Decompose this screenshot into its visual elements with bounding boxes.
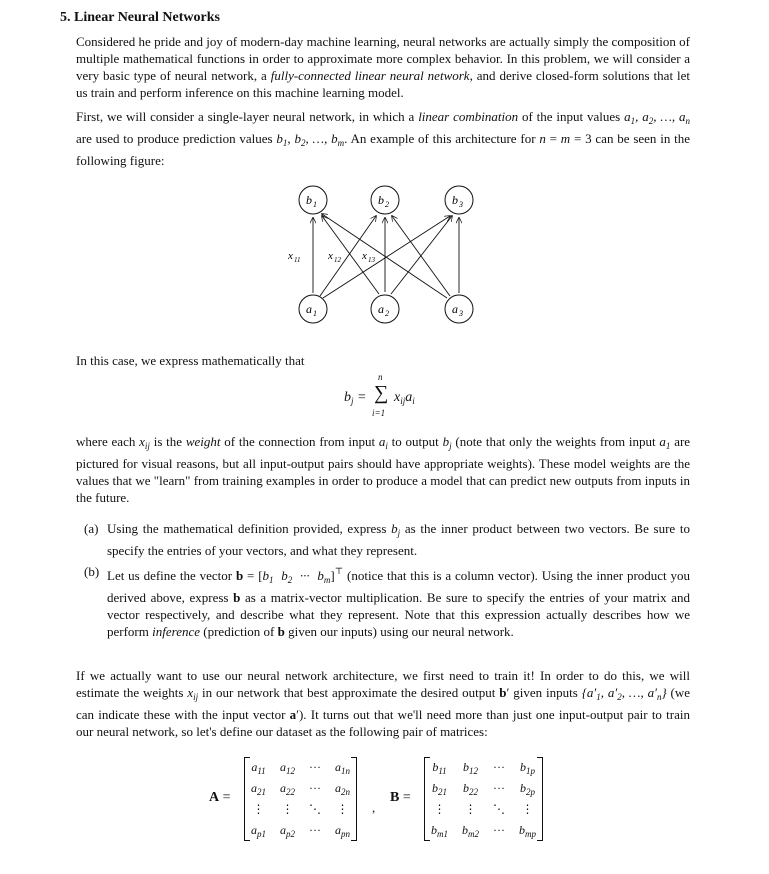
matrix-B-cell: $b_{m1}$ xyxy=(431,822,448,839)
matrix-A-row xyxy=(244,799,357,820)
matrix-B-cell: $b_{12}$ xyxy=(463,759,478,776)
question-a: (a) Using the mathematical definition provided, express $b_j$ as the inner product between two vectors. Be sure to specify the entries of your vectors, and what they represent. xyxy=(84,521,691,558)
matrix-A-cell: $a_{21}$ xyxy=(251,780,266,797)
matrix-A-cell: $a_{1n}$ xyxy=(335,759,350,776)
output-nodes xyxy=(299,186,473,214)
matrix-B-cell: ⋮ xyxy=(464,802,477,816)
matrix-A-cell: ⋮ xyxy=(336,802,349,816)
matrix-A-cell: ⋮ xyxy=(252,802,265,816)
matrix-A-cell: $a_{22}$ xyxy=(280,780,295,797)
matrix-A-cell: ⋱ xyxy=(309,802,321,816)
matrix-A-label: A = xyxy=(209,790,231,805)
section-heading xyxy=(60,10,220,26)
input-nodes xyxy=(299,295,473,323)
node-b2: b xyxy=(378,193,384,207)
page: 5. Linear Neural Networks Considered he pride and joy of modern-day machine learning, neural networks are actually simply the composition of multiple mathematical functions in order to approximate more complex behavior. In this problem, we will consider a very basic type of neural network, a fully-connected linear neural network, and derive closed-form solutions that let us train and perform inference on this machine learning model. First, we will consider a single-layer neural network, in which a linear combination of the input values $a_1$, $a_2$, …, $a_n$ are used to produce prediction values $b_1$, $b_2$, …, $b_m$. An example of this architecture for n = m = 3 can be seen in the following figure: b 1 b 2 b 3 a 1 a 2 a 3 x 11 x 12 x 13 In this case, we express mathematically that $b_j$ = n ∑ i=1 $x_{ij}a_i$ where each $x_{ij}$ is the weight of the connection from input $a_i$ to output $b_j$ (note that only the weights from input $a_1$ are pictured for visual reasons, but all input-output pairs should have appropriate weights). These model weights are the values that we "learn" from training examples in order to produce a model that can predict new outputs from inputs in the future. (a) Using the mathematical definition provided, express $b_j$ as the inner product between two vectors. Be sure to specify the entries of your vectors, and what they represent. (b) Let us define the vector $b = [b_1$ $b_2$ ··· $b_m]^⊤$ (notice that this is a column vector). Using the inner product you derived above, express b as a matrix-vector multiplication. Be sure to specify the entries of your matrix and vector respectively, and describe what they represent. Note that this expression actually describes how we perform inference (prediction of b given our inputs) using our neural network. If we actually want to use our neural network architecture, we first need to train it! In order to do this, we will estimate the weights $x_{ij}$ in our network that best approximate the desired output b′ given inputs {$a'_1$, $a'_2$, …, $a'_n$} (we can indicate these with the input vector a′). It turns out that we'll need more than just one input-output pair to train our neural network, so let's define our dataset as the following pair of matrices: A = $a_{11}$ $a_{12}$ ··· $a_{1n}$ $a_{21}$ $a_{22}$ ··· $a_{2n}$ ⋮ ⋮ ⋱ ⋮ $a_{p1}$ $a_{p2}$ ··· $a_{pn}$ , B = $b_{11}$ $b_{12}$ ··· $b_{1p}$ $b_{21}$ $b_{22}$ ··· $b_{2p}$ ⋮ ⋮ ⋱ ⋮ $b_{m1}$ $b_{m2}$ ··· $b_{mp}$ xyxy=(0,0,769,874)
svg-text:x: x xyxy=(362,250,367,262)
node-b1: b xyxy=(306,193,312,207)
matrix-B-cell: $b_{1p}$ xyxy=(520,759,535,776)
matrix-B xyxy=(424,757,543,841)
training-paragraph: If we actually want to use our neural network architecture, we first need to train it! In order to do this, we will estimate the weights $x_{ij}$ in our network that best approximate the desired output b′ given inputs {$a'_1$, $a'_2$, …, $a'_n$} (we can indicate these with the input vector a′). It turns out that we'll need more than just one input-output pair to train our neural network, so let's define our dataset as the following pair of matrices: xyxy=(76,668,691,739)
svg-text:3: 3 xyxy=(459,200,463,209)
node-a1: a xyxy=(306,302,312,316)
svg-text:x: x xyxy=(288,250,293,262)
matrix-A xyxy=(244,757,357,841)
matrix-B-cell: ⋮ xyxy=(433,802,446,816)
matrix-B-row xyxy=(424,820,543,841)
svg-text:2: 2 xyxy=(385,309,389,318)
matrix-A-cell: $a_{11}$ xyxy=(251,759,266,776)
matrix-A-cell: ⋮ xyxy=(281,802,294,816)
matrix-A-row xyxy=(244,820,357,841)
svg-text:x: x xyxy=(328,250,333,262)
weights-paragraph: where each $x_{ij}$ is the weight of the connection from input $a_i$ to output $b_j$ (note that only the weights from input $a_1$ are pictured for visual reasons, but all input-output pairs should have appropriate weights). These model weights are the values that we "learn" from training examples in order to produce a model that can predict new outputs from inputs in the future. xyxy=(76,434,691,505)
matrix-B-cell: ··· xyxy=(493,823,505,837)
section-title: Linear Neural Networks xyxy=(74,10,220,25)
matrix-B-row xyxy=(424,778,543,799)
matrix-A-cell: $a_{p2}$ xyxy=(280,822,295,839)
matrix-B-cell: $b_{22}$ xyxy=(463,780,478,797)
svg-text:11: 11 xyxy=(294,256,301,264)
matrix-A-cell: ··· xyxy=(309,781,321,795)
matrix-A-cell: ··· xyxy=(309,760,321,774)
section-number: 5. xyxy=(60,10,71,25)
svg-text:1: 1 xyxy=(313,200,317,209)
architecture-paragraph: First, we will consider a single-layer neural network, in which a linear combination of the input values $a_1$, $a_2$, …, $a_n$ are used to produce prediction values $b_1$, $b_2$, …, $b_m$. An example of this architecture for n = m = 3 can be seen in the following figure: xyxy=(76,109,691,168)
svg-text:12: 12 xyxy=(334,256,341,264)
matrix-B-cell: ⋮ xyxy=(521,802,534,816)
matrix-B-row xyxy=(424,799,543,820)
matrix-A-cell: $a_{2n}$ xyxy=(335,780,350,797)
matrix-B-cell: ··· xyxy=(493,781,505,795)
network-figure xyxy=(270,180,500,330)
matrix-B-cell: $b_{m2}$ xyxy=(462,822,479,839)
matrix-A-row xyxy=(244,757,357,778)
matrix-B-cell: $b_{2p}$ xyxy=(520,780,535,797)
weight-labels xyxy=(287,250,376,264)
express-paragraph: In this case, we express mathematically that xyxy=(76,353,305,368)
matrix-A-cell: ··· xyxy=(309,823,321,837)
question-b: (b) Let us define the vector $b = [b_1$ $b_2$ ··· $b_m]^⊤$ (notice that this is a column vector). Using the inner product you derived above, express b as a matrix-vector multiplication. Be sure to specify the entries of your matrix and vector respectively, and describe what they represent. Note that this expression actually describes how we perform inference (prediction of b given our inputs) using our neural network. xyxy=(84,564,691,639)
matrix-A-cell: $a_{pn}$ xyxy=(335,822,350,839)
svg-text:2: 2 xyxy=(385,200,389,209)
node-a3: a xyxy=(452,302,458,316)
matrix-B-cell: $b_{11}$ xyxy=(432,759,447,776)
matrix-A-cell: $a_{p1}$ xyxy=(251,822,266,839)
matrix-B-label: B = xyxy=(390,790,411,805)
matrix-B-cell: ⋱ xyxy=(493,802,505,816)
intro-paragraph: Considered he pride and joy of modern-day machine learning, neural networks are actually simply the composition of multiple mathematical functions in order to approximate more complex behavior. In this problem, we will consider a very basic type of neural network, a fully-connected linear neural network, and derive closed-form solutions that let us train and perform inference on this machine learning model. xyxy=(76,34,690,100)
node-b3: b xyxy=(452,193,458,207)
matrix-B-cell: $b_{mp}$ xyxy=(519,822,536,839)
svg-text:3: 3 xyxy=(459,309,463,318)
matrix-A-cell: $a_{12}$ xyxy=(280,759,295,776)
svg-text:1: 1 xyxy=(313,309,317,318)
matrix-B-cell: ··· xyxy=(493,760,505,774)
sum-equation: $b_j$ = n ∑ i=1 $x_{ij}a_i$ xyxy=(344,372,415,418)
node-a2: a xyxy=(378,302,384,316)
matrix-A-row xyxy=(244,778,357,799)
matrix-B-row xyxy=(424,757,543,778)
intro-emphasis: fully-connected linear neural network xyxy=(270,68,470,83)
matrix-B-cell: $b_{21}$ xyxy=(432,780,447,797)
svg-text:13: 13 xyxy=(368,256,375,264)
